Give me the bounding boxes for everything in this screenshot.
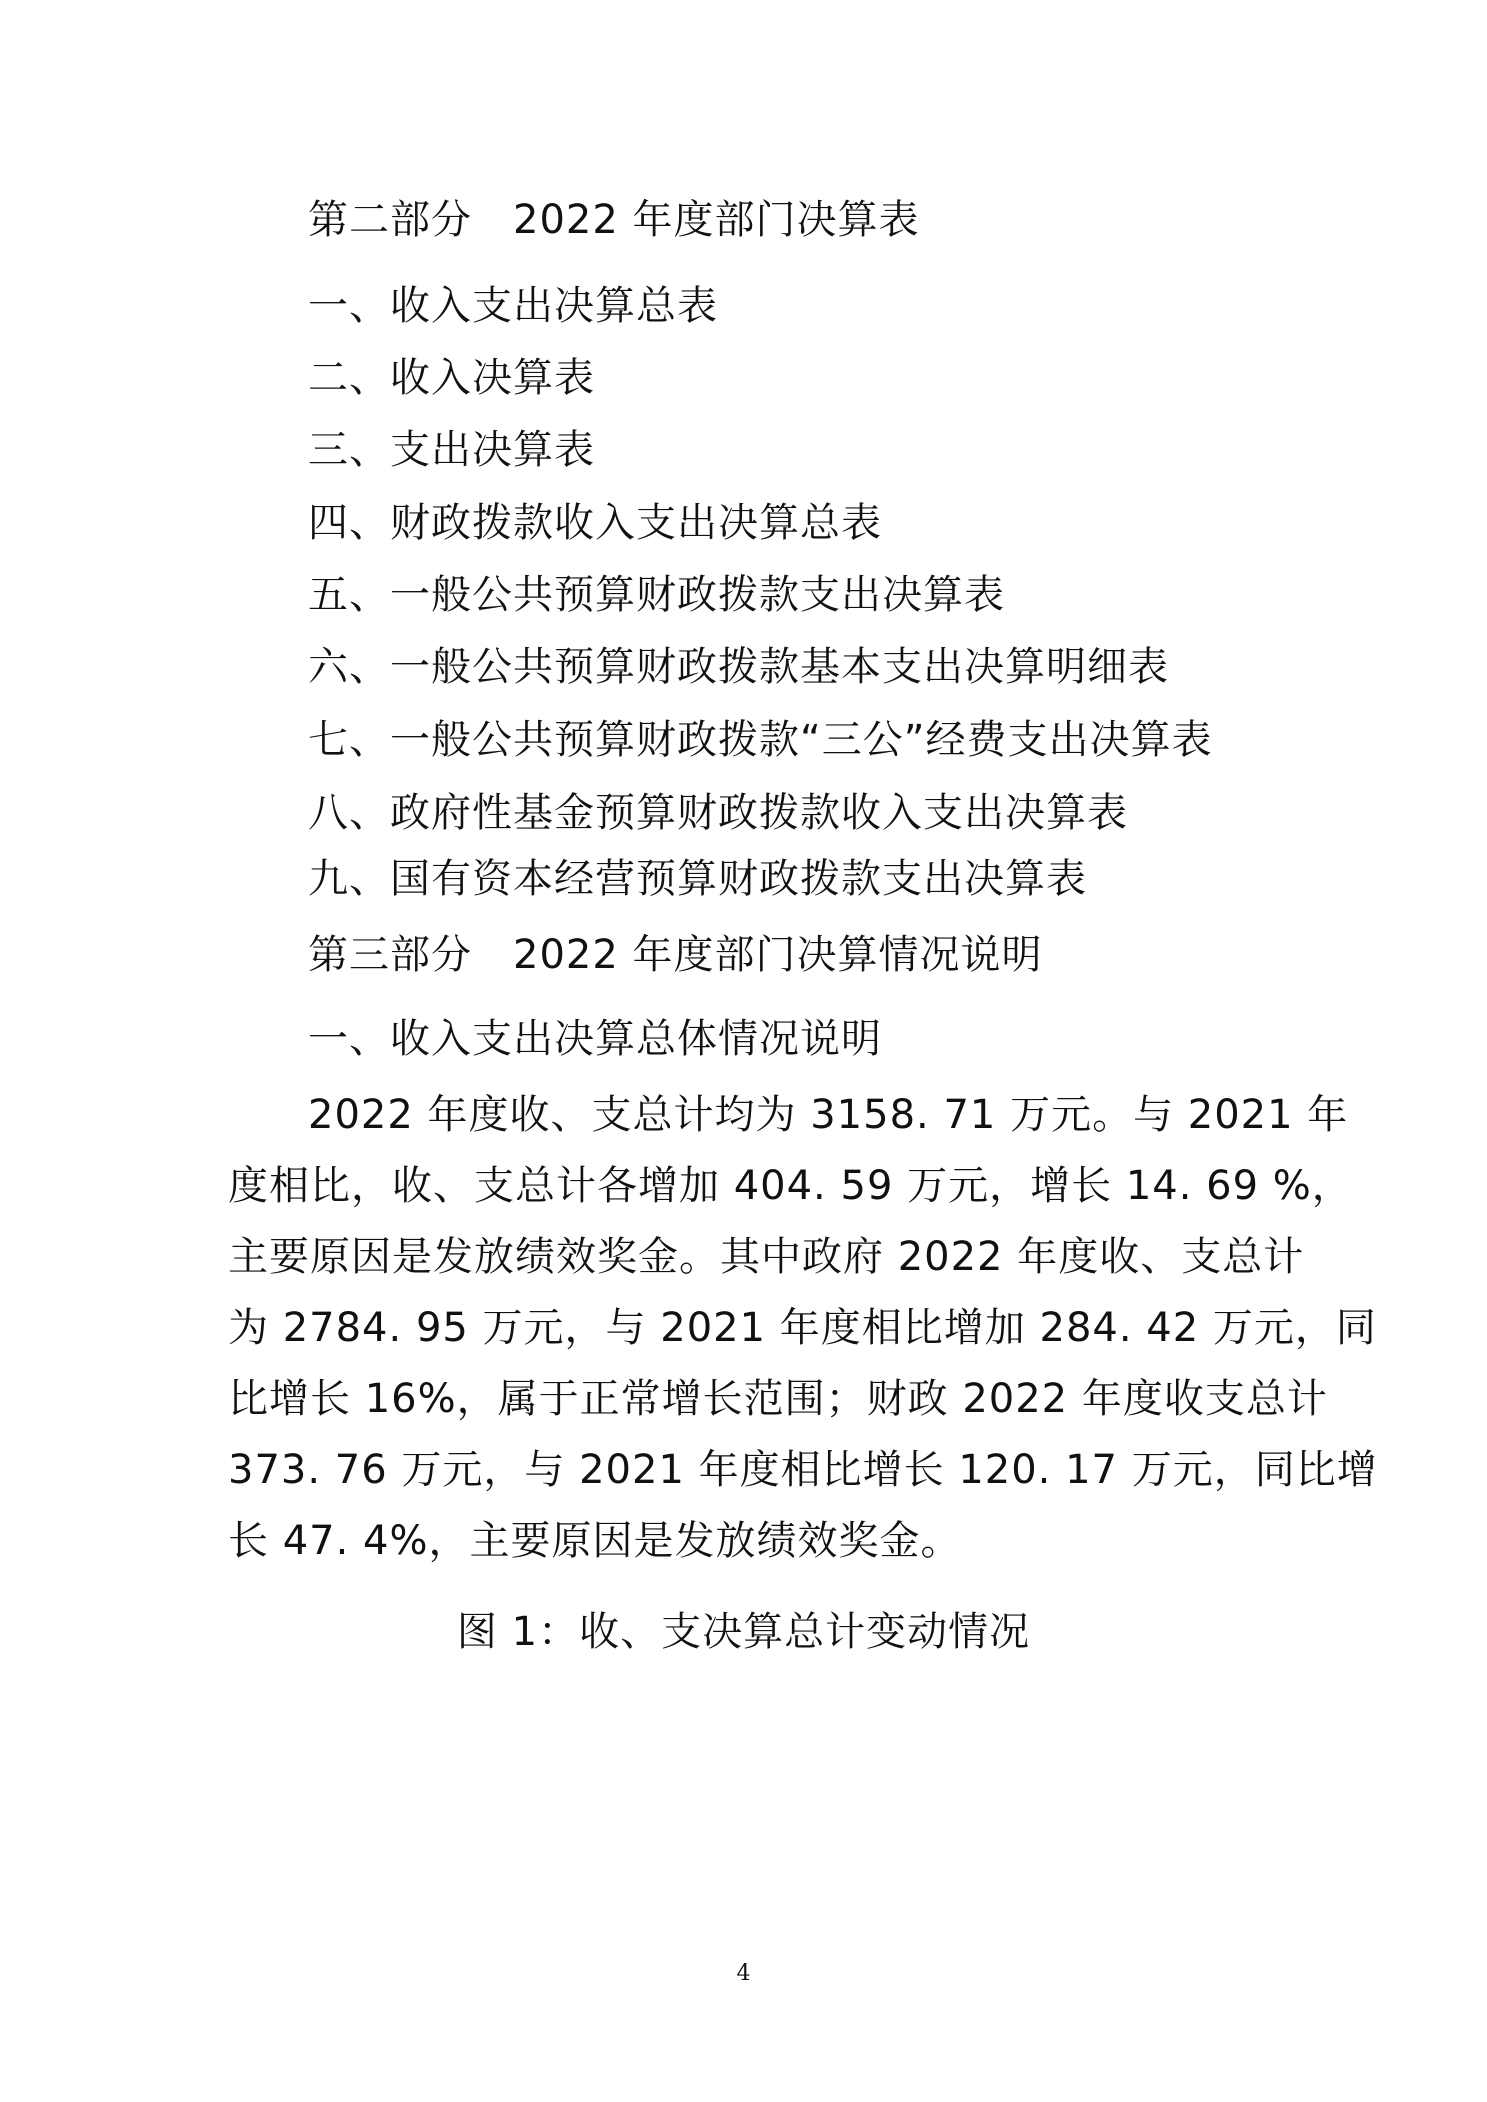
paragraph-line-2: 度相比，收、支总计各增加 404. 59 万元，增长 14. 69 %， [228, 1163, 1353, 1209]
part2-item-7: 七、一般公共预算财政拨款“三公”经费支出决算表 [308, 717, 1213, 763]
part2-heading: 第二部分 2022 年度部门决算表 [308, 197, 920, 243]
part2-item-2: 二、收入决算表 [308, 355, 595, 401]
paragraph-line-6: 373. 76 万元，与 2021 年度相比增长 120. 17 万元，同比增 [228, 1447, 1378, 1493]
paragraph-line-7: 长 47. 4%，主要原因是发放绩效奖金。 [228, 1518, 962, 1564]
page-number: 4 [736, 1961, 751, 1986]
section1-title: 一、收入支出决算总体情况说明 [308, 1016, 882, 1062]
body-paragraph [228, 1080, 1378, 1577]
part2-item-3: 三、支出决算表 [308, 427, 595, 473]
paragraph-line-4: 为 2784. 95 万元，与 2021 年度相比增加 284. 42 万元，同 [228, 1305, 1377, 1351]
part2-item-1: 一、收入支出决算总表 [308, 283, 718, 329]
part2-item-8: 八、政府性基金预算财政拨款收入支出决算表 [308, 790, 1128, 836]
paragraph-line-5: 比增长 16%，属于正常增长范围；财政 2022 年度收支总计 [228, 1376, 1328, 1422]
part3-heading: 第三部分 2022 年度部门决算情况说明 [308, 932, 1043, 978]
paragraph-line-3: 主要原因是发放绩效奖金。其中政府 2022 年度收、支总计 [228, 1234, 1305, 1280]
paragraph-line-1: 2022 年度收、支总计均为 3158. 71 万元。与 2021 年 [308, 1092, 1349, 1138]
figure-caption: 图 1：收、支决算总计变动情况 [456, 1609, 1031, 1655]
part2-item-5: 五、一般公共预算财政拨款支出决算表 [308, 572, 1005, 618]
part2-item-4: 四、财政拨款收入支出决算总表 [308, 500, 882, 546]
part2-item-9: 九、国有资本经营预算财政拨款支出决算表 [308, 856, 1087, 902]
part2-item-6: 六、一般公共预算财政拨款基本支出决算明细表 [308, 644, 1169, 690]
